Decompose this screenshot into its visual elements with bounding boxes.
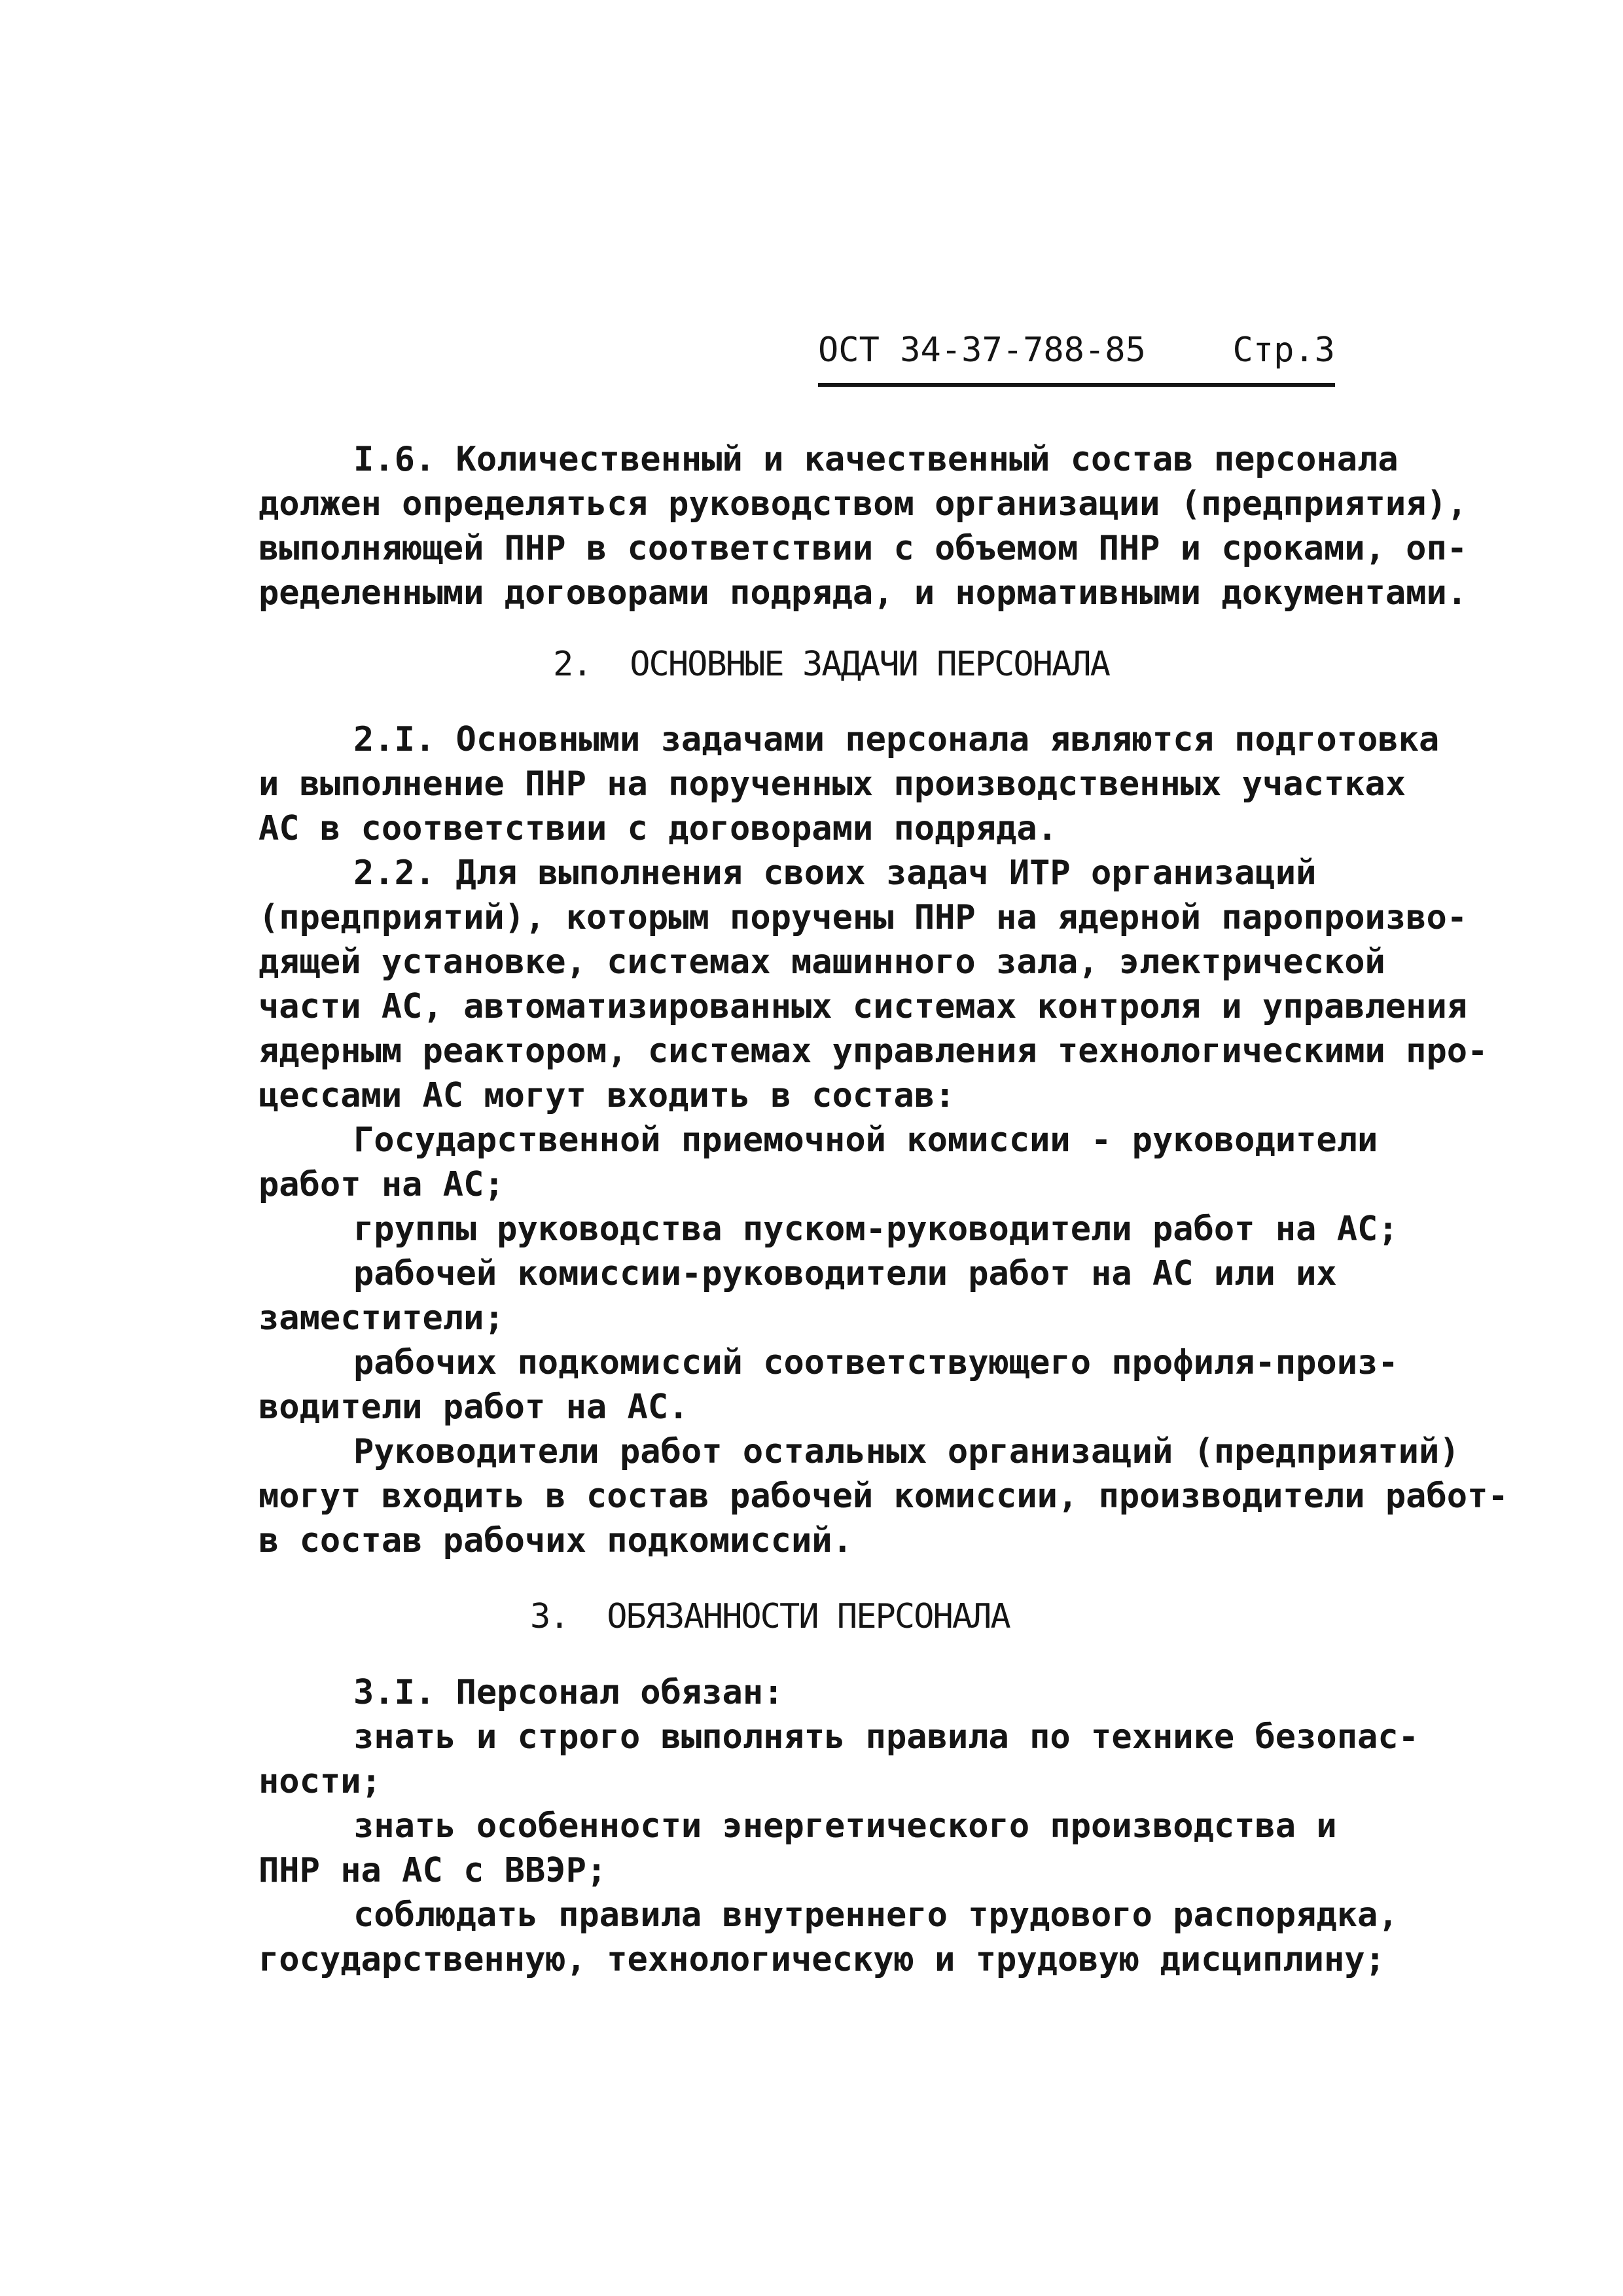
- text-line: 2.I. Основными задачами персонала являются подготовка: [353, 720, 1440, 759]
- text-line: Руководители работ остальных организаций (предприятий): [353, 1432, 1460, 1471]
- text-line: 2.2. Для выполнения своих задач ИТР организаций: [353, 853, 1317, 893]
- text-line: заместители;: [259, 1299, 505, 1338]
- text-line: ности;: [259, 1762, 382, 1801]
- text-line: ределенными договорами подряда, и нормативными документами.: [259, 573, 1468, 613]
- text-line: группы руководства пуском-руководители работ на АС;: [353, 1210, 1399, 1249]
- text-line: ПНР на АС с ВВЭР;: [259, 1851, 607, 1890]
- text-line: соблюдать правила внутреннего трудового распорядка,: [353, 1895, 1399, 1935]
- text-line: рабочих подкомиссий соответствующего профиля-произ-: [353, 1343, 1399, 1382]
- text-line: ядерным реактором, системах управления технологическими про-: [259, 1031, 1488, 1071]
- text-line: должен определяться руководством организации (предприятия),: [259, 484, 1468, 524]
- text-line: (предприятий), которым поручены ПНР на ядерной паропроизво-: [259, 898, 1468, 937]
- text-line: знать и строго выполнять правила по технике безопас-: [353, 1717, 1419, 1757]
- document-code: ОСТ 34-37-788-85: [818, 331, 1146, 370]
- text-line: знать особенности энергетического производства и: [353, 1806, 1337, 1846]
- text-line: Государственной приемочной комиссии - руководители: [353, 1121, 1378, 1160]
- text-line: могут входить в состав рабочей комиссии, производители работ-: [259, 1477, 1508, 1516]
- text-line: водители работ на АС.: [259, 1388, 689, 1427]
- text-line: выполняющей ПНР в соответствии с объемом ПНР и сроками, оп-: [259, 529, 1468, 568]
- header-underline: [818, 383, 1335, 387]
- text-line: 3.I. Персонал обязан:: [353, 1673, 784, 1712]
- text-line: работ на АС;: [259, 1165, 505, 1204]
- section-heading: 2. ОСНОВНЫЕ ЗАДАЧИ ПЕРСОНАЛА: [553, 645, 1109, 684]
- text-line: и выполнение ПНР на порученных производственных участках: [259, 764, 1406, 804]
- page-number: Стр.3: [1232, 331, 1335, 370]
- section-heading: 3. ОБЯЗАННОСТИ ПЕРСОНАЛА: [530, 1597, 1010, 1636]
- text-line: в состав рабочих подкомиссий.: [259, 1521, 853, 1560]
- text-line: цессами АС могут входить в состав:: [259, 1076, 955, 1115]
- text-line: АС в соответствии с договорами подряда.: [259, 809, 1058, 848]
- text-line: I.6. Количественный и качественный состав персонала: [353, 440, 1399, 479]
- text-line: части АС, автоматизированных системах контроля и управления: [259, 987, 1468, 1026]
- text-line: дящей установке, системах машинного зала, электрической: [259, 942, 1385, 982]
- text-line: рабочей комиссии-руководители работ на АС или их: [353, 1254, 1337, 1293]
- text-line: государственную, технологическую и трудовую дисциплину;: [259, 1940, 1385, 1979]
